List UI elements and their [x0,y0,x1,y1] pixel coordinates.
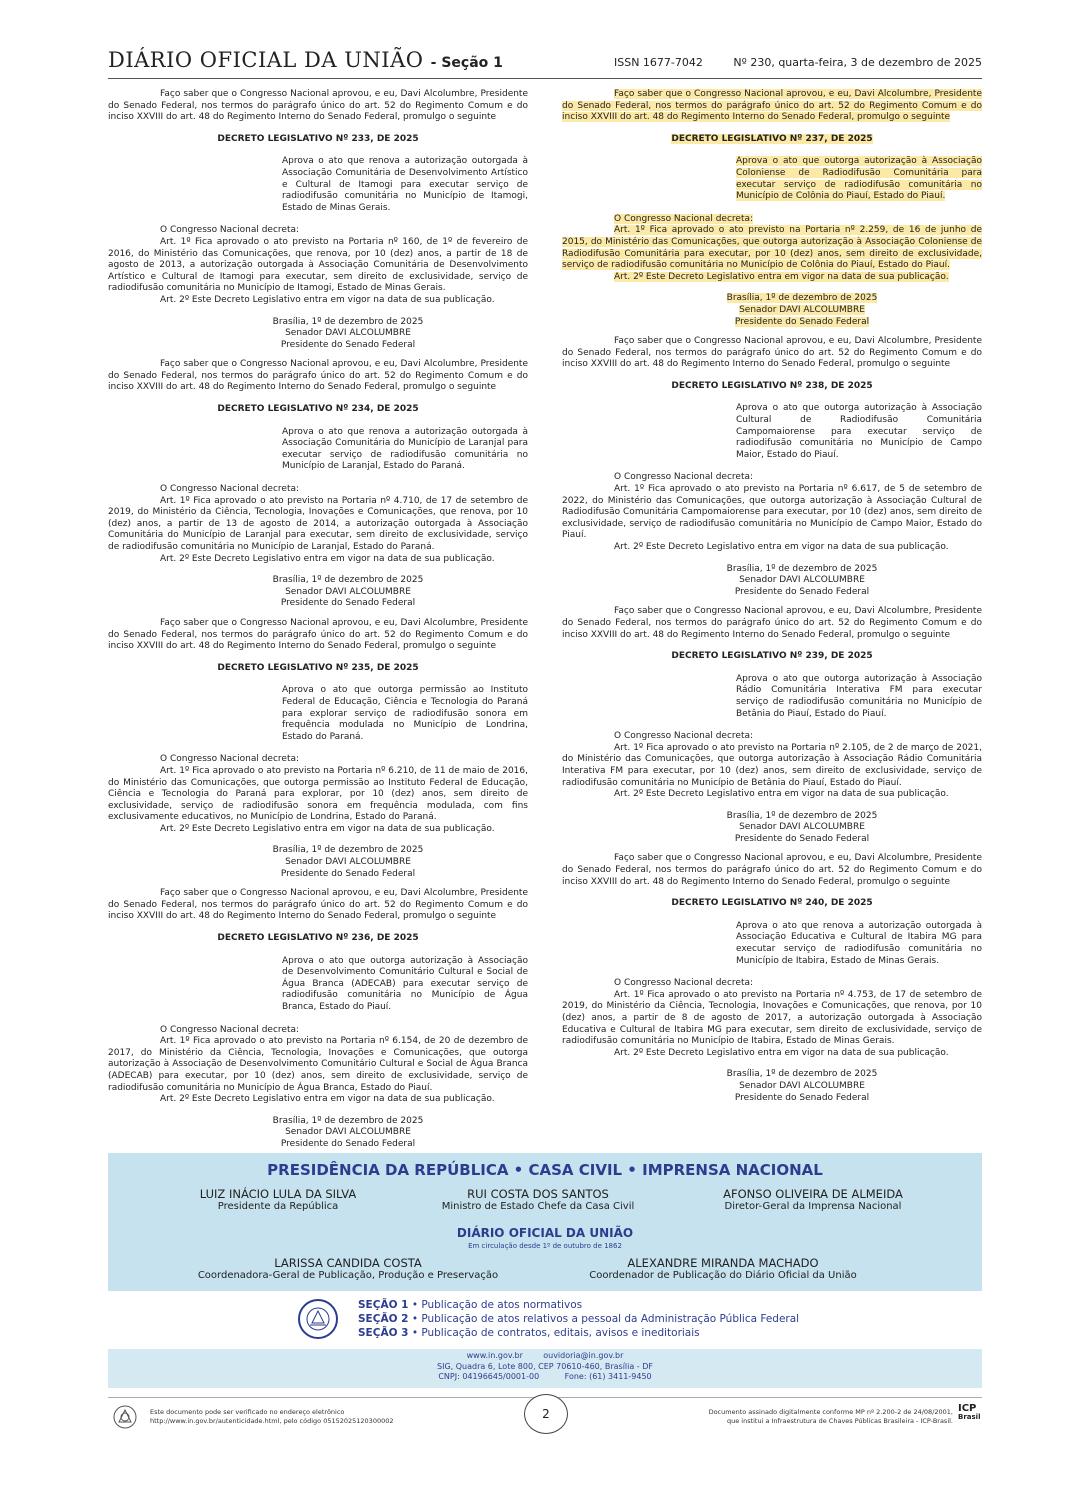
signature-place-date: Brasília, 1º de dezembro de 2025 [726,1069,878,1080]
preamble: Faço saber que o Congresso Nacional aprovou, e eu, Davi Alcolumbre, Presidente do Senado Federal, nos termos do parágrafo único do art. 52 do Regimento Comum e do inciso XXVIII do art. 48 do Regimento Interno do Senado Federal, promulgo o seguinte [108,888,528,922]
highlighted-place-date: Brasília, 1º de dezembro de 2025 [726,293,878,304]
phone: Fone: (61) 3411-9450 [564,1372,652,1381]
signature-signer: Senador DAVI ALCOLUMBRE [285,857,411,868]
contact-cnpj-phone [108,1372,982,1383]
decree-decreta: O Congresso Nacional decreta: [614,731,754,742]
highlighted-decree-decreta: O Congresso Nacional decreta: [614,213,754,224]
section-2-line [358,1312,799,1326]
seal-graphic [300,1301,336,1337]
decree-art2: Art. 2º Este Decreto Legislativo entra em vigor na data de sua publicação. [160,294,495,305]
signature-role: Presidente do Senado Federal [280,339,416,350]
signature-signer: Senador DAVI ALCOLUMBRE [739,575,865,586]
section-3-label: SEÇÃO 3 [358,1327,409,1339]
decree-art1: Art. 1º Fica aprovado o ato previsto na Portaria nº 6.154, de 20 de dezembro de 2017, do Ministério da Ciência, Tecnologia, Inovações e Comunicações, que outorga autorização à Associação de Desenvolvimento Comunitário Cultural e Social de Água Branca (ADECAB) para executar, por 10 (dez) anos, sem direito de exclusividade, serviço de radiodifusão comunitária no Município de Água Branca, Estado do Piauí. [108,1036,528,1093]
highlighted-decree-art2: Art. 2º Este Decreto Legislativo entra em vigor na data de sua publicação. [614,271,949,282]
publisher-footer [108,1153,982,1388]
signature-signer [622,305,982,317]
person-name: ALEXANDRE MIRANDA MACHADO [627,1256,819,1270]
preamble: Faço saber que o Congresso Nacional aprovou, e eu, Davi Alcolumbre, Presidente do Senado Federal, nos termos do parágrafo único do art. 52 do Regimento Comum e do inciso XXVIII do art. 48 do Regimento Interno do Senado Federal, promulgo o seguinte [562,336,982,370]
signature-role [622,317,982,329]
decree-decreta: O Congresso Nacional decreta: [160,1024,300,1035]
issn: ISSN 1677-7042 [614,56,703,69]
person-role: Coordenador de Publicação do Diário Oficial da União [589,1270,857,1281]
person-role: Presidente da República [217,1201,339,1212]
section-label: - Seção 1 [430,55,503,71]
section-3-line [358,1326,799,1340]
signature-block [168,317,528,352]
signature-signer: Senador DAVI ALCOLUMBRE [739,822,865,833]
signature-block [168,845,528,880]
person-name: LUIZ INÁCIO LULA DA SILVA [199,1187,357,1201]
decree-ementa: Aprova o ato que renova a autorização outorgada à Associação Educativa e Cultural de Itabira MG para executar serviço de radiodifusão comunitária no Município de Itabira, Estado de Minas Gerais. [736,920,982,966]
person-name: RUI COSTA DOS SANTOS [467,1187,609,1201]
signature-place-date: Brasília, 1º de dezembro de 2025 [272,316,424,327]
person-coordinator-general [188,1256,508,1281]
signature-role: Presidente do Senado Federal [280,1138,416,1149]
preamble: Faço saber que o Congresso Nacional aprovou, e eu, Davi Alcolumbre, Presidente do Senado Federal, nos termos do parágrafo único do art. 52 do Regimento Comum e do inciso XXVIII do art. 48 do Regimento Interno do Senado Federal, promulgo o seguinte [108,617,528,652]
signature-role: Presidente do Senado Federal [734,833,870,844]
section-3-text: • Publicação de contratos, editais, avisos e ineditoriais [411,1327,700,1339]
signature-role: Presidente do Senado Federal [734,1092,870,1103]
decree-art2: Art. 2º Este Decreto Legislativo entra em vigor na data de sua publicação. [160,553,495,564]
decree-ementa [736,156,982,202]
icp-logo-text: ICP [958,1403,977,1414]
highlighted-decree-art1: Art. 1º Fica aprovado o ato previsto na Portaria nº 2.259, de 16 de junho de 2015, do Ministério das Comunicações, que outorga autorização à Associação Coloniense de Radiodifusão Comunitária para executar, por 10 (dez) anos, sem direito de exclusividade, serviço de radiodifusão comunitária no Município de Colônia do Piauí, Estado do Piauí. [562,225,982,271]
decree-ementa: Aprova o ato que renova a autorização outorgada à Associação Comunitária de Desenvolvimento Artístico e Cultural de Itamogi para executar serviço de radiodifusão comunitária no Município de Itamogi, Estado de Minas Gerais. [282,156,528,213]
journal-title [108,48,503,72]
cnpj: CNPJ: 04196645/0001-00 [438,1372,540,1381]
signature-place-date: Brasília, 1º de dezembro de 2025 [272,575,424,586]
decree-decreta: O Congresso Nacional decreta: [614,472,754,483]
preamble: Faço saber que o Congresso Nacional aprovou, e eu, Davi Alcolumbre, Presidente do Senado Federal, nos termos do parágrafo único do art. 52 do Regimento Comum e do inciso XXVIII do art. 48 do Regimento Interno do Senado Federal, promulgo o seguinte [108,89,528,123]
preamble: Faço saber que o Congresso Nacional aprovou, e eu, Davi Alcolumbre, Presidente do Senado Federal, nos termos do parágrafo único do art. 52 do Regimento Comum e do inciso XXVIII do art. 48 do Regimento Interno do Senado Federal, promulgo o seguinte [108,359,528,393]
highlighted-decree-title: DECRETO LEGISLATIVO Nº 237, DE 2025 [671,133,873,144]
signature-place-date: Brasília, 1º de dezembro de 2025 [726,810,878,821]
imprensa-nacional-seal-icon [298,1299,338,1339]
highlighted-signer: Senador DAVI ALCOLUMBRE [739,304,865,315]
issue-info: Nº 230, quarta-feira, 3 de dezembro de 2025 [733,56,982,69]
decree-title: DECRETO LEGISLATIVO Nº 234, DE 2025 [217,404,419,415]
brasil-logo-text: Brasil [958,1413,981,1421]
contact-web-email [108,1351,982,1362]
coat-of-arms-graphic [112,1404,138,1430]
decree-decreta: O Congresso Nacional decreta: [160,484,300,495]
circulation-note: Em circulação desde 1º de outubro de 1862 [468,1242,622,1250]
signature-place-date: Brasília, 1º de dezembro de 2025 [726,563,878,574]
digital-signature-note [709,1408,953,1426]
decree-decreta: O Congresso Nacional decreta: [160,754,300,765]
decree-art1: Art. 1º Fica aprovado o ato previsto na Portaria nº 6.210, de 11 de maio de 2016, do Ministério das Comunicações, que outorga permissão ao Instituto Federal de Educação, Ciência e Tecnologia do Paraná para explorar, por 10 (dez) anos, sem direito de exclusividade, serviço de radiodifusão sonora em frequência modulada, com fins exclusivamente educativos, no Município de Londrina, Estado do Paraná. [108,765,528,823]
decree-title [562,134,982,146]
decree-title: DECRETO LEGISLATIVO Nº 235, DE 2025 [217,662,419,673]
highlighted-preamble: Faço saber que o Congresso Nacional aprovou, e eu, Davi Alcolumbre, Presidente do Senado Federal, nos termos do parágrafo único do art. 52 do Regimento Comum e do inciso XXVIII do art. 48 do Regimento Interno do Senado Federal, promulgo o seguinte [562,89,982,123]
person-name: AFONSO OLIVEIRA DE ALMEIDA [723,1187,903,1201]
section-1-label: SEÇÃO 1 [358,1299,409,1311]
decree-decreta: O Congresso Nacional decreta: [160,225,300,236]
person-role: Ministro de Estado Chefe da Casa Civil [441,1201,635,1212]
signature-place-date: Brasília, 1º de dezembro de 2025 [272,845,424,856]
contact-address: SIG, Quadra 6, Lote 800, CEP 70610-460, Brasília - DF [437,1361,653,1371]
signature-place-date: Brasília, 1º de dezembro de 2025 [272,1115,424,1126]
presidency-banner: PRESIDÊNCIA DA REPÚBLICA • CASA CIVIL • IMPRENSA NACIONAL [267,1161,823,1179]
decree-art2: Art. 2º Este Decreto Legislativo entra em vigor na data de sua publicação. [160,823,495,834]
person-role: Diretor-Geral da Imprensa Nacional [724,1201,902,1212]
decree-ementa: Aprova o ato que outorga autorização à Associação Cultural de Radiodifusão Comunitária Campomaiorense para executar serviço de radiodifusão comunitária no Município de Campo Maior, Estado do Piauí. [736,403,982,460]
highlighted-decree-ementa: Aprova o ato que outorga autorização à Associação Coloniense de Radiodifusão Comunitária para executar serviço de radiodifusão comunitária no Município de Colônia do Piauí, Estado do Piauí. [736,156,982,202]
dou-title: DIÁRIO OFICIAL DA UNIÃO [456,1226,634,1240]
preamble: Faço saber que o Congresso Nacional aprovou, e eu, Davi Alcolumbre, Presidente do Senado Federal, nos termos do parágrafo único do art. 52 do Regimento Comum e do inciso XXVIII do art. 48 do Regimento Interno do Senado Federal, promulgo o seguinte [562,853,982,887]
email-link[interactable]: ouvidoria@in.gov.br [543,1351,624,1360]
person-chief-of-staff [408,1187,668,1212]
person-role: Coordenadora-Geral de Publicação, Produção e Preservação [197,1270,499,1281]
person-publication-coordinator [558,1256,888,1281]
website-link[interactable]: www.in.gov.br [466,1351,523,1360]
signature-role: Presidente do Senado Federal [280,868,416,879]
decree-art2: Art. 2º Este Decreto Legislativo entra em vigor na data de sua publicação. [614,1047,949,1058]
verification-note [150,1408,394,1426]
decree-art1: Art. 1º Fica aprovado o ato previsto na Portaria nº 160, de 1º de fevereiro de 2016, do Ministério das Comunicações, que renova, por 10 (dez) anos, a partir de 18 de agosto de 2013, a autorização outorgada à Associação Comunitária de Desenvolvimento Artístico e Cultural de Itamogi para executar, sem direito de exclusividade, serviço de radiodifusão comunitária no Município de Itamogi, Estado de Minas Gerais. [108,236,528,294]
signature-block [168,575,528,610]
signature-note-line-2: que institui a Infraestrutura de Chaves Públicas Brasileira - ICP-Brasil. [726,1417,953,1425]
journal-title-text: DIÁRIO OFICIAL DA UNIÃO [108,48,424,72]
decree-title: DECRETO LEGISLATIVO Nº 238, DE 2025 [671,380,873,391]
decree-decreta [562,214,982,226]
decree-ementa: Aprova o ato que outorga autorização à Associação Rádio Comunitária Interativa FM para executar serviço de radiodifusão comunitária no Município de Betânia do Piauí, Estado do Piauí. [736,673,982,719]
decree-title: DECRETO LEGISLATIVO Nº 239, DE 2025 [671,651,873,662]
section-2-label: SEÇÃO 2 [358,1313,409,1325]
decree-art2: Art. 2º Este Decreto Legislativo entra em vigor na data de sua publicação. [614,789,949,800]
signature-signer: Senador DAVI ALCOLUMBRE [285,328,411,339]
decree-ementa: Aprova o ato que outorga permissão ao Instituto Federal de Educação, Ciência e Tecnologia do Paraná para explorar serviço de radiodifusão sonora em frequência modulada no Município de Londrina, Estado do Paraná. [282,685,528,742]
left-column [108,89,528,1159]
signature-block [622,1069,982,1104]
person-director-general [668,1187,958,1212]
decree-ementa: Aprova o ato que outorga autorização à Associação de Desenvolvimento Comunitário Cultural e Social de Água Branca (ADECAB) para executar serviço de radiodifusão comunitária no Município de Água Branca, Estado do Piauí. [282,955,528,1012]
contact-info [108,1351,982,1383]
decree-art1 [562,225,982,271]
verification-line-2[interactable]: http://www.in.gov.br/autenticidade.html, pelo código 05152025120300002 [150,1417,394,1425]
person-name: LARISSA CANDIDA COSTA [274,1256,422,1270]
highlighted-signer-role: Presidente do Senado Federal [734,316,870,327]
brazil-coat-of-arms-icon [112,1404,138,1430]
icp-brasil-logo [958,1404,980,1422]
decree-ementa: Aprova o ato que renova a autorização outorgada à Associação Comunitária do Município de Laranjal para executar serviço de radiodifusão comunitária no Município de Laranjal, Estado do Paraná. [282,426,528,472]
signature-block [622,293,982,328]
signature-signer: Senador DAVI ALCOLUMBRE [739,1080,865,1091]
signature-signer: Senador DAVI ALCOLUMBRE [285,1127,411,1138]
verification-line-1: Este documento pode ser verificado no endereço eletrônico [150,1408,345,1416]
person-president [148,1187,408,1212]
decree-art1: Art. 1º Fica aprovado o ato previsto na Portaria nº 6.617, de 5 de setembro de 2022, do Ministério das Comunicações, que outorga autorização à Associação Cultural de Radiodifusão Comunitária Campomaiorense para executar, por 10 (dez) anos, sem direito de exclusividade, serviço de radiodifusão comunitária no Município de Campo Maior, Estado do Piauí. [562,484,982,541]
preamble [562,89,982,124]
decree-art1: Art. 1º Fica aprovado o ato previsto na Portaria nº 2.105, de 2 de março de 2021, do Ministério das Comunicações, que outorga autorização à Associação Rádio Comunitária Interativa FM para executar, por 10 (dez) anos, sem direito de exclusividade, serviço de radiodifusão comunitária no Município de Betânia do Piauí, Estado do Piauí. [562,742,982,788]
decree-decreta: O Congresso Nacional decreta: [614,978,754,989]
preamble: Faço saber que o Congresso Nacional aprovou, e eu, Davi Alcolumbre, Presidente do Senado Federal, nos termos do parágrafo único do art. 52 do Regimento Comum e do inciso XXVIII do art. 48 do Regimento Interno do Senado Federal, promulgo o seguinte [562,606,982,640]
decree-art2: Art. 2º Este Decreto Legislativo entra em vigor na data de sua publicação. [160,1094,495,1105]
section-1-text: • Publicação de atos normativos [411,1299,583,1311]
signature-role: Presidente do Senado Federal [734,586,870,597]
decree-title: DECRETO LEGISLATIVO Nº 236, DE 2025 [217,933,419,944]
signature-signer: Senador DAVI ALCOLUMBRE [285,586,411,597]
decree-title: DECRETO LEGISLATIVO Nº 233, DE 2025 [217,133,419,144]
decree-title: DECRETO LEGISLATIVO Nº 240, DE 2025 [671,898,873,909]
signature-block [168,1116,528,1151]
signature-note-line-1: Documento assinado digitalmente conforme MP nº 2.200-2 de 24/08/2001, [708,1408,953,1416]
sections-list [358,1298,799,1340]
section-1-line [358,1298,799,1312]
decree-art1: Art. 1º Fica aprovado o ato previsto na Portaria nº 4.710, de 17 de setembro de 2019, do Ministério da Ciência, Tecnologia, Inovações e Comunicações, que renova, por 10 (dez) anos, a partir de 13 de agosto de 2014, a autorização outorgada à Associação Comunitária do Município de Laranjal para executar, sem direito de exclusividade, serviço de radiodifusão comunitária no Município de Laranjal, Estado do Paraná. [108,495,528,552]
page-number: 2 [524,1394,568,1434]
signature-block [622,811,982,846]
signature-place-date [622,293,982,305]
page-header [108,44,982,79]
decree-art2 [562,272,982,284]
decree-art1: Art. 1º Fica aprovado o ato previsto na Portaria nº 4.753, de 17 de setembro de 2019, do Ministério da Ciência, Tecnologia, Inovações e Comunicações, que renova, por 10 (dez) anos, a partir de 8 de agosto de 2017, a autorização outorgada à Associação Educativa e Cultural de Itabira MG para executar, sem direito de exclusividade, serviço de radiodifusão comunitária no Município de Itabira, Estado de Minas Gerais. [562,989,982,1047]
section-2-text: • Publicação de atos relativos a pessoal da Administração Pública Federal [411,1313,800,1325]
signature-role: Presidente do Senado Federal [280,598,416,609]
right-column [562,89,982,1112]
signature-block [622,564,982,599]
decree-art2: Art. 2º Este Decreto Legislativo entra em vigor na data de sua publicação. [614,542,949,552]
